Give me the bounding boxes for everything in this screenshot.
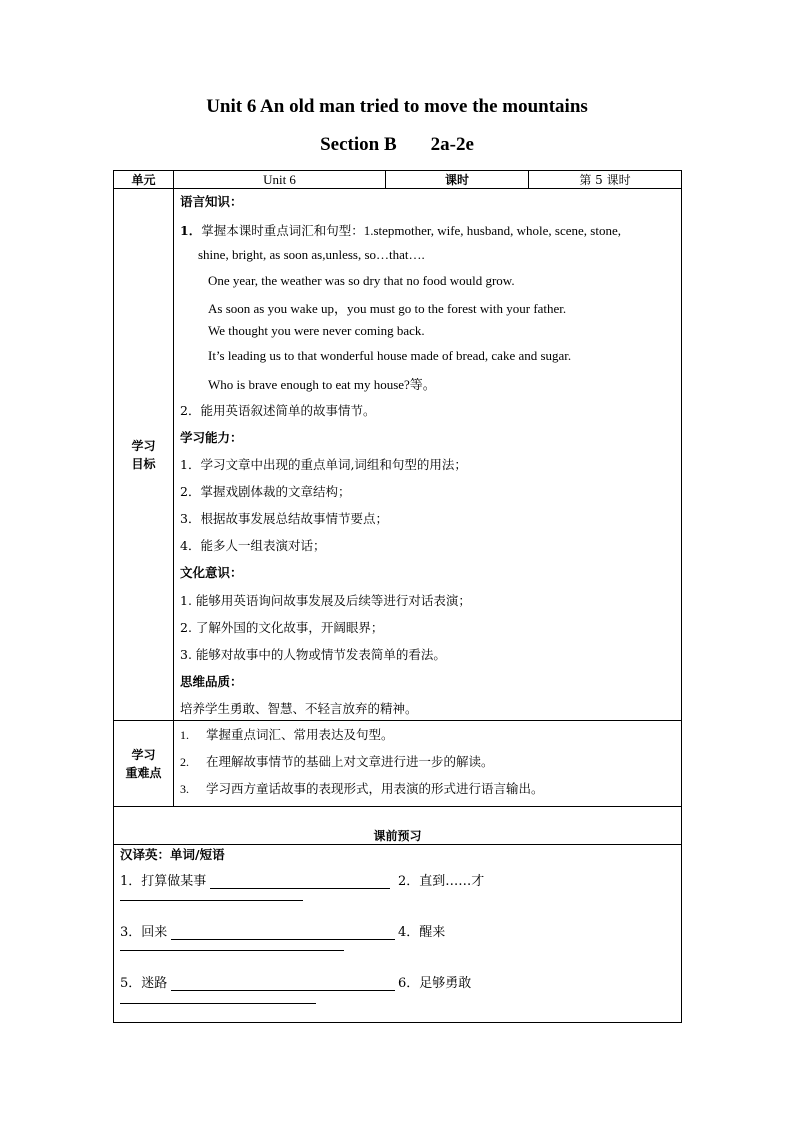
- key-points-label: 学习 重难点: [114, 721, 174, 807]
- lang-item-1-words: shine, bright, as soon as,unless, so…that….: [198, 247, 425, 262]
- sentence-2: As soon as you wake up，you must go to the forest with your father.: [208, 301, 567, 316]
- key-points-row: [114, 721, 682, 807]
- preview-heading-row: [114, 807, 682, 845]
- lang-item-2: 2．能用英语叙述简单的故事情节。: [180, 403, 376, 418]
- ability-item-2: 2．掌握戏剧体裁的文章结构；: [180, 484, 351, 499]
- section-label: Section B: [320, 134, 397, 155]
- key-point-1: 1. 掌握重点词汇、常用表达及句型。: [180, 727, 394, 742]
- preview-content-row: [114, 845, 682, 1023]
- answer-blank[interactable]: [210, 874, 390, 889]
- answer-blank[interactable]: [171, 976, 395, 991]
- answer-blank[interactable]: [120, 950, 344, 951]
- preview-item-5: 5．迷路: [120, 972, 395, 991]
- lesson-value-cell: 第 5 课时: [529, 171, 682, 189]
- culture-item-2: 2. 了解外国的文化故事，开阔眼界；: [180, 620, 384, 635]
- preview-item-1: 1．打算做某事: [120, 870, 390, 889]
- language-heading: 语言知识：: [180, 194, 243, 209]
- objectives-content: [174, 189, 682, 721]
- preview-item-4: 4．醒来: [398, 925, 446, 940]
- ability-heading: 学习能力：: [180, 430, 243, 445]
- sentence-5: Who is brave enough to eat my house?等。: [208, 377, 436, 392]
- ability-item-3: 3．根据故事发展总结故事情节要点；: [180, 511, 388, 526]
- preview-item-3: 3．回来: [120, 921, 395, 940]
- sentence-1: One year, the weather was so dry that no food would grow.: [208, 273, 515, 288]
- preview-item-2: 2．直到……才: [398, 874, 485, 889]
- page-subtitle: [0, 134, 794, 156]
- answer-blank[interactable]: [171, 925, 395, 940]
- answer-blank[interactable]: [120, 900, 303, 901]
- thinking-text: 培养学生勇敢、智慧、不轻言放弃的精神。: [180, 701, 418, 716]
- header-row: [114, 171, 682, 189]
- ability-item-1: 1．学习文章中出现的重点单词,词组和句型的用法；: [180, 457, 467, 472]
- sentence-4: It’s leading us to that wonderful house made of bread, cake and sugar.: [208, 348, 572, 363]
- ability-item-4: 4．能多人一组表演对话；: [180, 538, 326, 553]
- key-point-3: 3. 学习西方童话故事的表现形式，用表演的形式进行语言输出。: [180, 781, 544, 796]
- preview-item-6: 6．足够勇敢: [398, 976, 472, 991]
- objectives-row: [114, 189, 682, 721]
- page-title: Unit 6 An old man tried to move the mountains: [206, 96, 588, 117]
- culture-item-1: 1. 能够用英语询问故事发展及后续等进行对话表演；: [180, 593, 471, 608]
- unit-label-cell: 单元: [114, 171, 174, 189]
- thinking-heading: 思维品质：: [180, 674, 243, 689]
- preview-subheading: 汉译英：单词/短语: [120, 847, 225, 862]
- unit-value-cell: Unit 6: [174, 171, 386, 189]
- lesson-plan-table: [113, 170, 682, 1023]
- preview-content: [114, 845, 682, 1023]
- sentence-3: We thought you were never coming back.: [208, 323, 425, 338]
- culture-heading: 文化意识：: [180, 565, 243, 580]
- lesson-label-cell: 课时: [386, 171, 529, 189]
- preview-heading: 课前预习: [114, 807, 682, 845]
- part-label: 2a-2e: [430, 134, 474, 155]
- key-points-content: [174, 721, 682, 807]
- answer-blank[interactable]: [120, 1003, 316, 1004]
- key-point-2: 2. 在理解故事情节的基础上对文章进行进一步的解读。: [180, 754, 494, 769]
- culture-item-3: 3. 能够对故事中的人物或情节发表简单的看法。: [180, 647, 446, 662]
- lang-item-1: 1．掌握本课时重点词汇和句型：1.stepmother, wife, husband, whole, scene, stone,: [180, 223, 621, 238]
- objectives-label: 学习 目标: [114, 189, 174, 721]
